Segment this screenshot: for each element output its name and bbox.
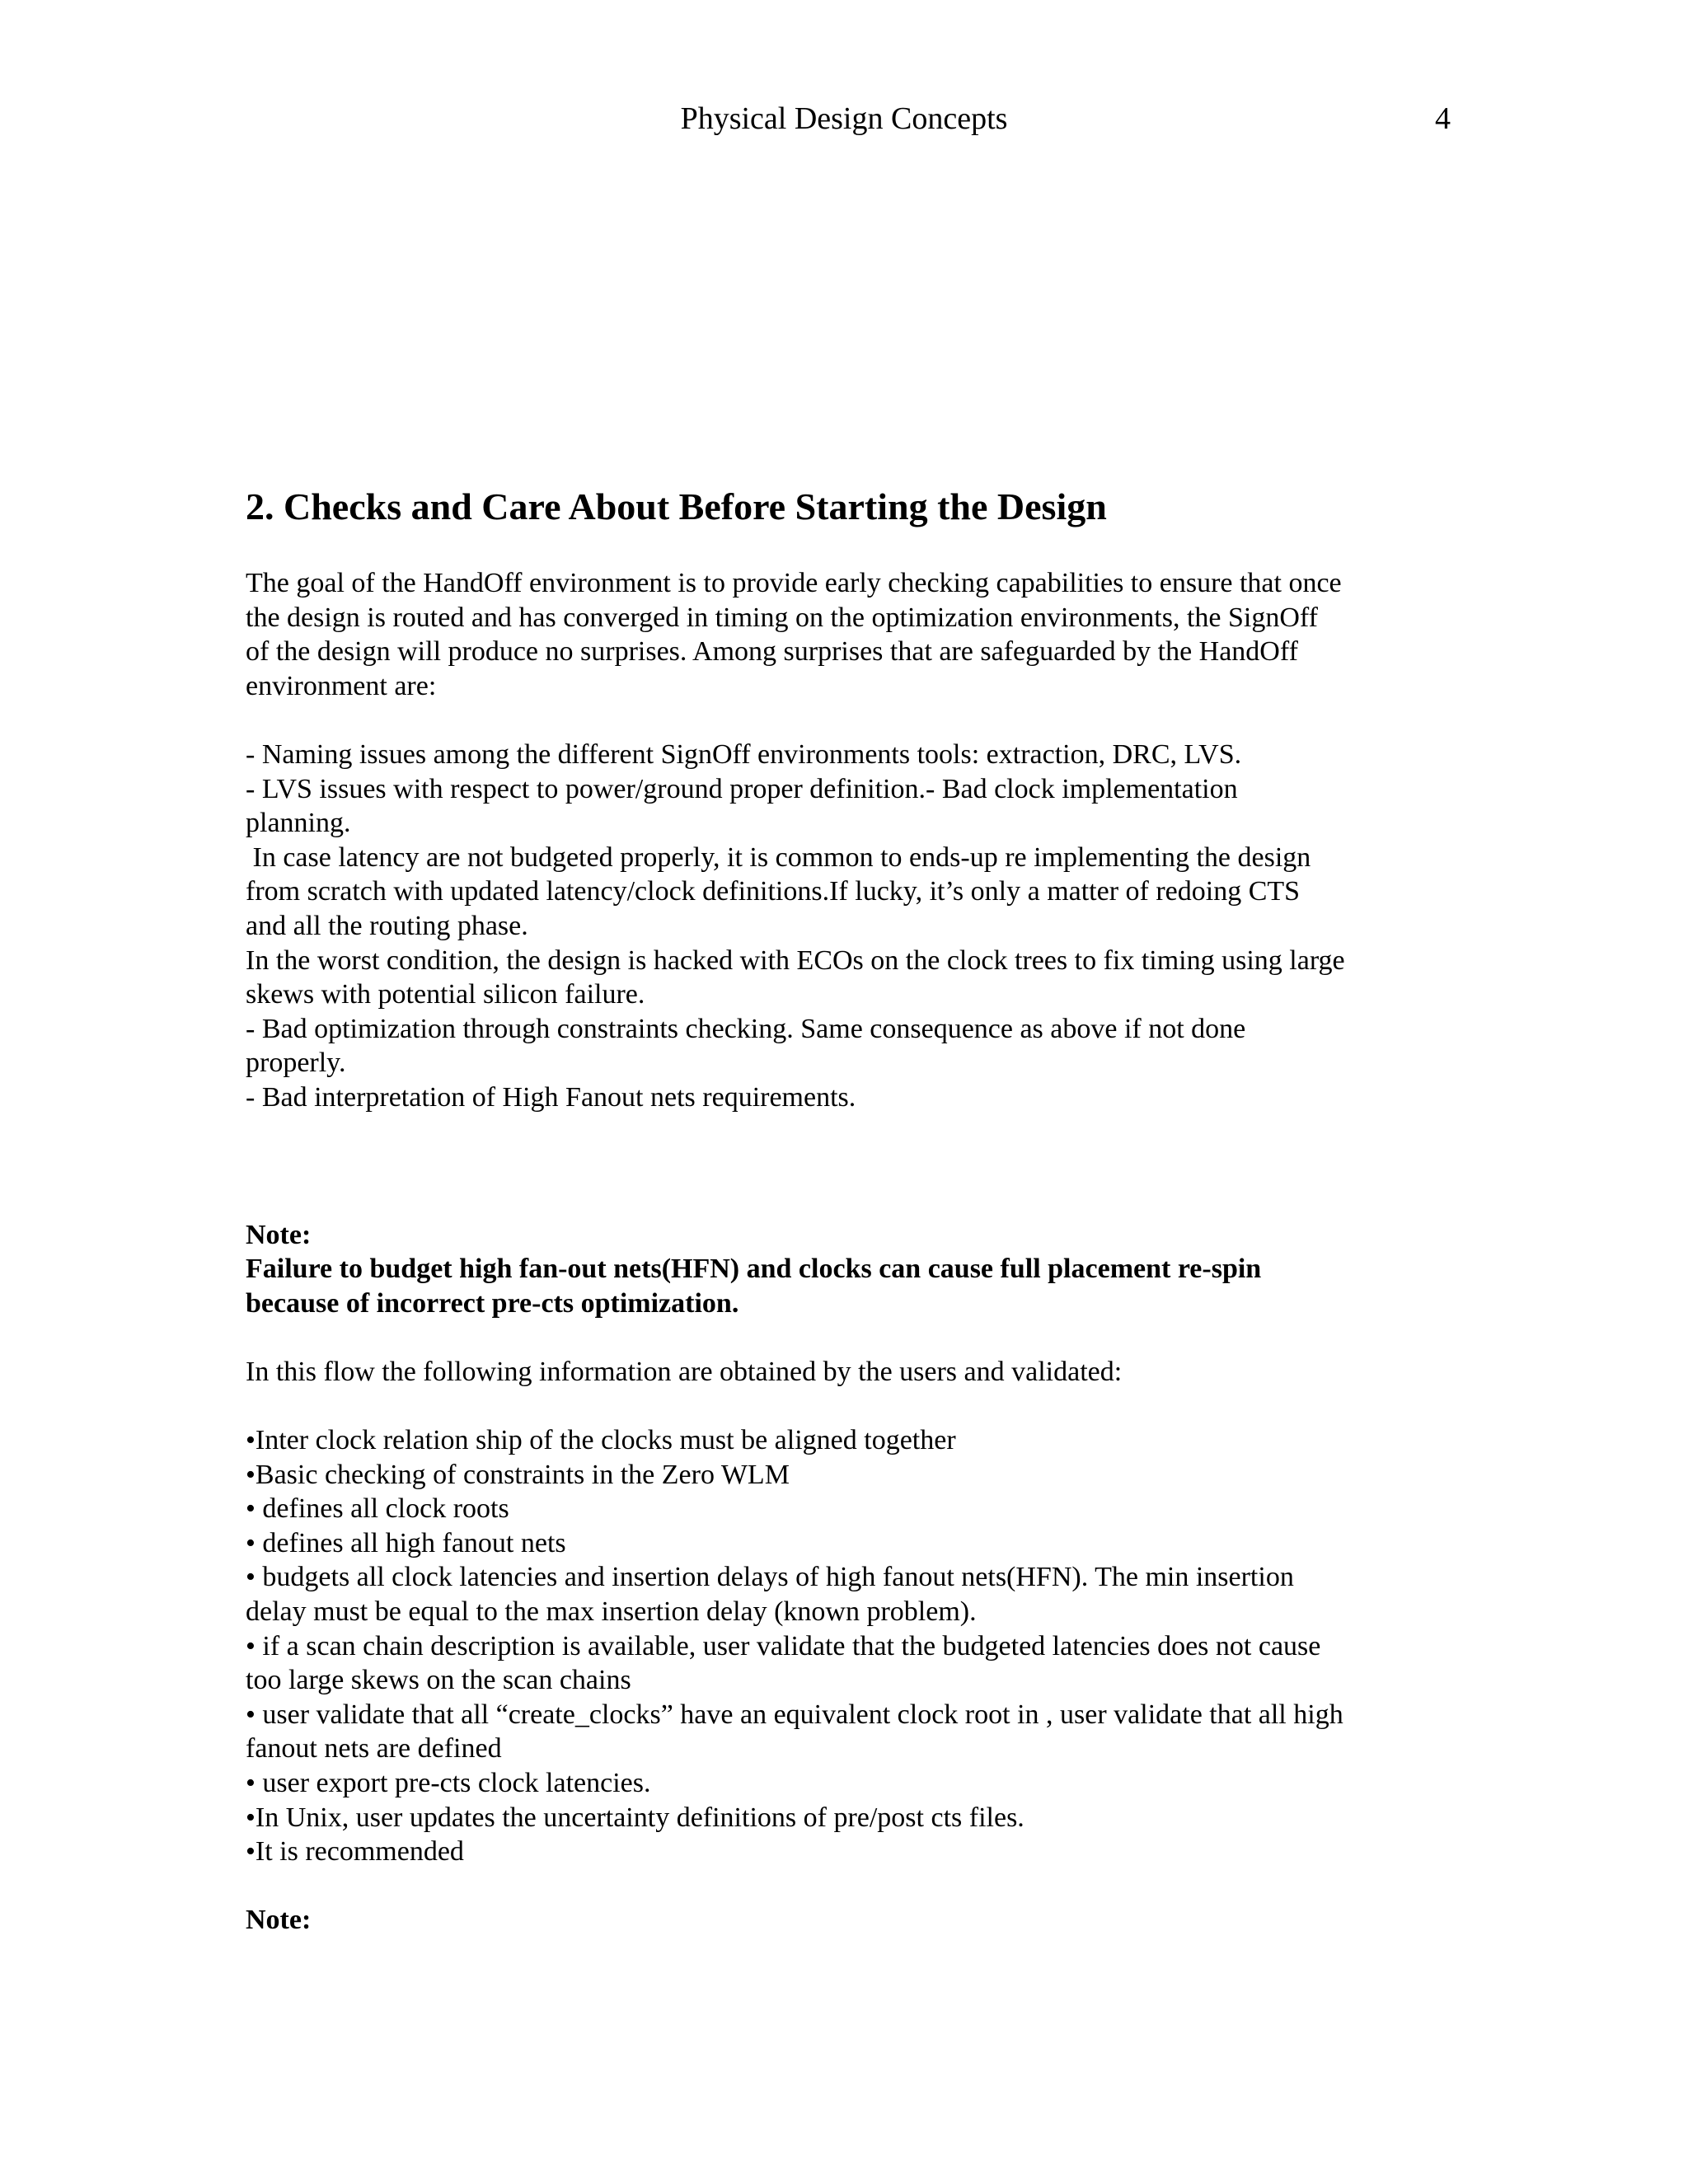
- text-line: of the design will produce no surprises. Among surprises that are safeguarded by the HandOff: [246, 636, 1298, 668]
- note-block-2: [246, 1903, 1457, 1938]
- bullet-line: • user validate that all “create_clocks” have an equivalent clock root in , user validate that all high: [246, 1699, 1343, 1730]
- bullet-line: •Inter clock relation ship of the clocks must be aligned together: [246, 1425, 956, 1456]
- note-label: Note:: [246, 1219, 312, 1250]
- bullet-line: • defines all clock roots: [246, 1493, 509, 1525]
- bullet-line: • if a scan chain description is available, user validate that the budgeted latencies does not cause: [246, 1630, 1321, 1661]
- bullet-line: • budgets all clock latencies and insertion delays of high fanout nets(HFN). The min insertion: [246, 1562, 1294, 1593]
- page-content: [246, 482, 1457, 1938]
- intro-paragraph: [246, 566, 1457, 703]
- text-line: In the worst condition, the design is hacked with ECOs on the clock trees to fix timing using large: [246, 944, 1345, 976]
- section-heading: 2. Checks and Care About Before Starting the Design: [246, 485, 1107, 527]
- flow-bullet-list: [246, 1423, 1457, 1869]
- bullet-line: • user export pre-cts clock latencies.: [246, 1768, 651, 1798]
- text-line: - LVS issues with respect to power/ground proper definition.- Bad clock implementation: [246, 773, 1238, 804]
- text-line: planning.: [246, 808, 351, 839]
- flow-intro: [246, 1355, 1457, 1390]
- bullet-line: •Basic checking of constraints in the Zero WLM: [246, 1459, 790, 1490]
- page-number: 4: [1435, 101, 1451, 136]
- text-line: environment are:: [246, 670, 437, 701]
- text-line: - Naming issues among the different SignOff environments tools: extraction, DRC, LVS.: [246, 738, 1242, 770]
- bullet-line: delay must be equal to the max insertion delay (known problem).: [246, 1596, 977, 1628]
- text-line: In case latency are not budgeted properly, it is common to ends-up re implementing the design: [246, 841, 1311, 873]
- note-line: because of incorrect pre-cts optimization.: [246, 1287, 739, 1319]
- text-line: properly.: [246, 1047, 346, 1079]
- text-line: and all the routing phase.: [246, 910, 528, 941]
- bullet-line: • defines all high fanout nets: [246, 1527, 566, 1558]
- text-line: the design is routed and has converged in timing on the optimization environments, the SignOff: [246, 602, 1318, 633]
- bullet-line: too large skews on the scan chains: [246, 1665, 631, 1696]
- text-line: from scratch with updated latency/clock definitions.If lucky, it’s only a matter of redoing CTS: [246, 876, 1301, 907]
- running-header-title: Physical Design Concepts: [680, 101, 1008, 136]
- text-line: The goal of the HandOff environment is to provide early checking capabilities to ensure that once: [246, 568, 1342, 598]
- note-line: Failure to budget high fan-out nets(HFN) and clocks can cause full placement re-spin: [246, 1254, 1262, 1285]
- bullet-line: fanout nets are defined: [246, 1733, 502, 1765]
- bullet-line: •It is recommended: [246, 1836, 464, 1868]
- text-line: - Bad interpretation of High Fanout nets requirements.: [246, 1081, 856, 1113]
- note-block: [246, 1218, 1457, 1321]
- text-line: skews with potential silicon failure.: [246, 979, 645, 1010]
- note-label: Note:: [246, 1905, 312, 1936]
- text-line: In this flow the following information are obtained by the users and validated:: [246, 1356, 1123, 1387]
- issues-list: [246, 738, 1457, 1115]
- bullet-line: •In Unix, user updates the uncertainty definitions of pre/post cts files.: [246, 1802, 1025, 1833]
- text-line: - Bad optimization through constraints checking. Same consequence as above if not done: [246, 1013, 1246, 1044]
